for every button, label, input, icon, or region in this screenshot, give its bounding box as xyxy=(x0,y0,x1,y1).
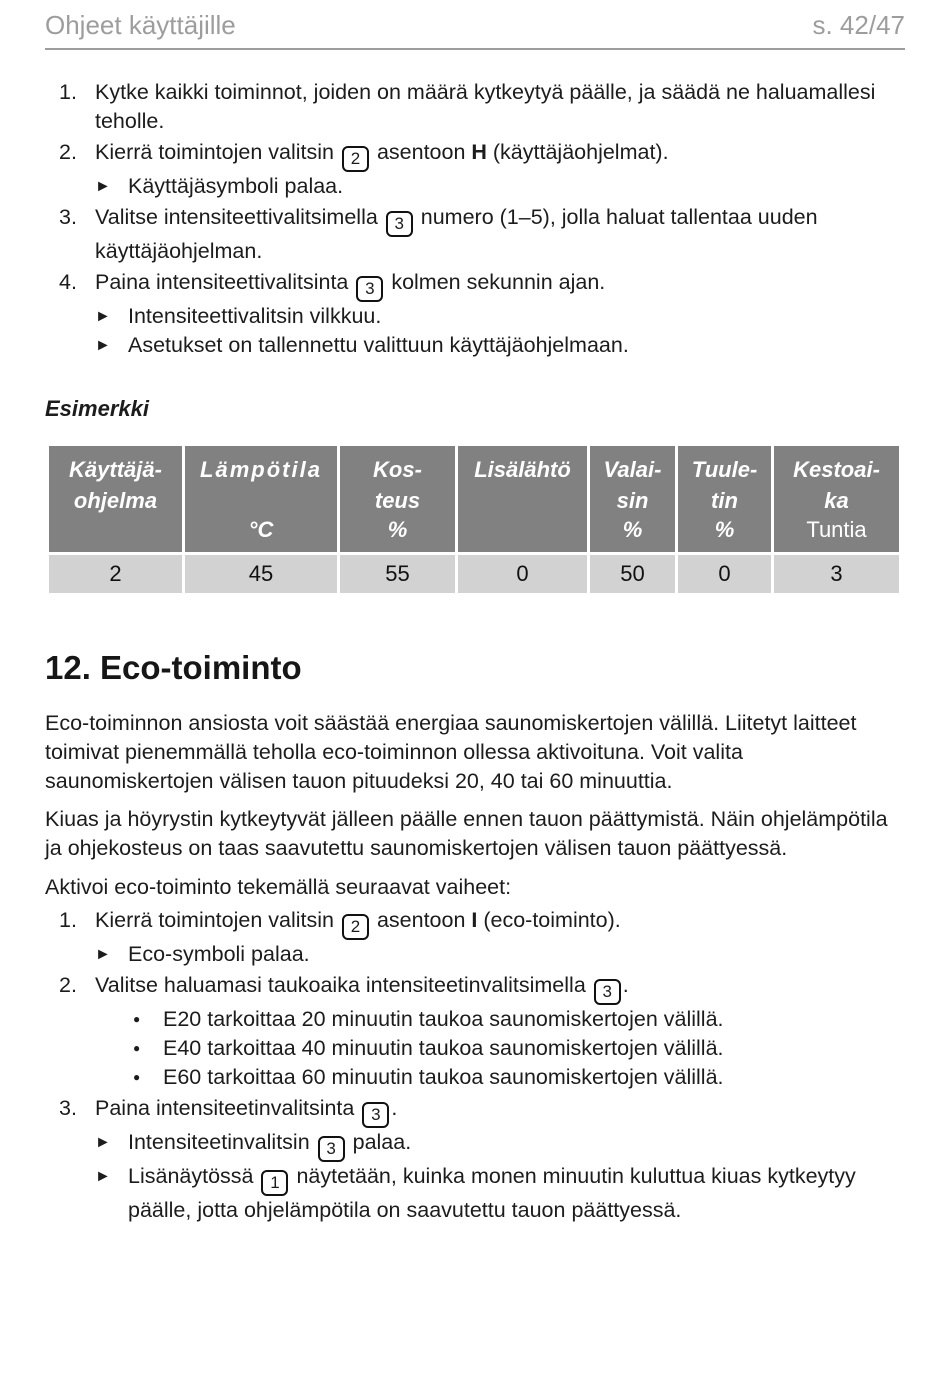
bold-term: I xyxy=(471,908,478,932)
result-line xyxy=(95,331,905,360)
header-title: Ohjeet käyttäjille xyxy=(45,10,236,40)
list-item-text xyxy=(95,971,905,1005)
header-page-number: s. 42/47 xyxy=(812,10,905,40)
list-item xyxy=(59,203,905,266)
control-number-box-icon: 3 xyxy=(594,979,621,1005)
text-segment: Eco-symboli palaa. xyxy=(128,942,310,966)
result-line xyxy=(95,172,905,201)
result-arrow-icon: ► xyxy=(95,308,111,325)
header-line: teus xyxy=(374,488,421,513)
text-segment: näytetään, kuinka monen minuutin kuluttua kiuas kytkeytyy päälle, jotta ohjelämpötila on saavutettu tauon päättyessä. xyxy=(128,1164,856,1222)
text-segment: Kytke kaikki toiminnot, joiden on määrä kytkeytyä päälle, ja säädä ne haluamallesi teholle. xyxy=(95,80,876,133)
text-segment: kolmen sekunnin ajan. xyxy=(385,270,606,294)
text-segment: Kierrä toimintojen valitsin xyxy=(95,140,340,164)
list-item-body xyxy=(95,78,905,136)
list-item-number: 3. xyxy=(59,205,77,229)
header-line: Kestoai- xyxy=(793,457,880,482)
text-segment: Lisänäytössä xyxy=(128,1164,260,1188)
paragraph: Kiuas ja höyrystin kytkeytyvät jälleen päälle ennen tauon päättymistä. Näin ohjelämpötila ja ohjekosteus on taas saavutettu saunomiskertojen välisen tauon päättyessä. xyxy=(45,807,888,860)
control-number-box-icon: 1 xyxy=(261,1170,288,1196)
list-item-text xyxy=(95,906,905,940)
list-item-body xyxy=(95,138,905,201)
list-item-text xyxy=(95,1094,905,1128)
text-segment: Käyttäjäsymboli palaa. xyxy=(128,174,344,198)
header-line: Valai- xyxy=(603,457,662,482)
table-cell: 45 xyxy=(185,555,337,593)
text-segment: E60 tarkoittaa 60 minuutin taukoa saunomiskertojen välillä. xyxy=(163,1065,724,1089)
header-unit xyxy=(51,516,180,544)
header-line: Kos- xyxy=(373,457,422,482)
table-cell: 50 xyxy=(590,555,675,593)
header-line: Käyttäjä- xyxy=(69,457,162,482)
text-segment: (eco-toiminto). xyxy=(477,908,621,932)
list-item-number: 3. xyxy=(59,1096,77,1120)
header-line: Lisälähtö xyxy=(474,457,571,482)
text-segment: numero (1–5), jolla haluat tallentaa uuden käyttäjäohjelman. xyxy=(95,205,818,263)
text-segment: Paina intensiteetinvalitsinta xyxy=(95,1096,361,1120)
text-segment: asentoon xyxy=(370,140,472,164)
result-line xyxy=(95,940,905,969)
table-header-cell xyxy=(678,446,771,552)
control-number-box-icon: 3 xyxy=(386,211,413,237)
list-item xyxy=(59,78,905,136)
text-segment: Intensiteetinvalitsin xyxy=(128,1130,316,1154)
list-item-number: 2. xyxy=(59,973,77,997)
example-table xyxy=(49,446,899,593)
result-line xyxy=(95,1162,905,1225)
list-item-text xyxy=(95,203,905,266)
section-title: Eco-toiminto xyxy=(100,649,302,686)
text-segment: . xyxy=(622,973,629,997)
text-segment: Valitse intensiteettivalitsimella xyxy=(95,205,384,229)
header-line: Lämpötila xyxy=(200,457,322,482)
control-number-box-icon: 3 xyxy=(362,1102,389,1128)
section-heading xyxy=(45,649,905,687)
paragraph: Aktivoi eco-toiminto tekemällä seuraavat vaiheet: xyxy=(45,875,512,899)
table-header-cell xyxy=(340,446,455,552)
header-line: Tuule- xyxy=(691,457,758,482)
list-item-number: 1. xyxy=(59,908,77,932)
list-item xyxy=(59,268,905,360)
text-segment: E40 tarkoittaa 40 minuutin taukoa saunomiskertojen välillä. xyxy=(163,1036,724,1060)
table-cell: 3 xyxy=(774,555,899,593)
list-item-text xyxy=(95,78,905,136)
page-header xyxy=(45,0,905,41)
result-text xyxy=(128,1128,411,1162)
list-item-number: 4. xyxy=(59,270,77,294)
bold-term: H xyxy=(471,140,487,164)
header-line: sin xyxy=(616,488,649,513)
result-arrow-icon: ► xyxy=(95,1134,111,1151)
table-cell: 2 xyxy=(49,555,182,593)
header-divider xyxy=(45,48,905,50)
bullet-line xyxy=(95,1063,905,1092)
eco-mode-steps xyxy=(45,906,905,1225)
control-number-box-icon: 3 xyxy=(318,1136,345,1162)
result-text xyxy=(128,940,310,969)
text-segment: asentoon xyxy=(370,908,472,932)
header-unit xyxy=(460,516,585,544)
header-unit: % xyxy=(387,517,408,542)
table-cell: 0 xyxy=(458,555,587,593)
result-line xyxy=(95,302,905,331)
paragraph: Eco-toiminnon ansiosta voit säästää energiaa saunomiskertojen välillä. Liitetyt laitteet toimivat pienemmällä teholla eco-toiminnon ollessa aktivoituna. Voit valita saunomiskertojen välisen tauon pituudeksi 20, 40 tai 60 minuuttia. xyxy=(45,711,857,793)
text-segment: Kierrä toimintojen valitsin xyxy=(95,908,340,932)
text-segment: (käyttäjäohjelmat). xyxy=(486,140,669,164)
header-unit: % xyxy=(714,517,735,542)
table-header-cell xyxy=(185,446,337,552)
header-unit: % xyxy=(622,517,643,542)
table-header-cell xyxy=(458,446,587,552)
bullet-text xyxy=(163,1005,724,1034)
list-item-number: 1. xyxy=(59,80,77,104)
bullet-line xyxy=(95,1034,905,1063)
result-text xyxy=(128,331,629,360)
list-item-body xyxy=(95,268,905,360)
result-arrow-icon: ► xyxy=(95,1168,111,1185)
list-item xyxy=(59,906,905,969)
header-line xyxy=(187,485,335,516)
table-header-cell xyxy=(774,446,899,552)
header-line: ohjelma xyxy=(73,488,158,513)
list-item-body xyxy=(95,203,905,266)
text-segment: Intensiteettivalitsin vilkkuu. xyxy=(128,304,382,328)
result-text xyxy=(128,302,381,331)
header-line xyxy=(460,485,585,516)
list-item-number: 2. xyxy=(59,140,77,164)
result-arrow-icon: ► xyxy=(95,337,111,354)
control-number-box-icon: 2 xyxy=(342,914,369,940)
table-header-cell xyxy=(49,446,182,552)
table-cell: 55 xyxy=(340,555,455,593)
header-line: ka xyxy=(824,488,849,513)
list-item xyxy=(59,1094,905,1225)
control-number-box-icon: 2 xyxy=(342,146,369,172)
text-segment: E20 tarkoittaa 20 minuutin taukoa saunomiskertojen välillä. xyxy=(163,1007,724,1031)
section-number: 12. xyxy=(45,649,91,686)
bullet-icon: ● xyxy=(133,1041,141,1055)
bullet-icon: ● xyxy=(133,1070,141,1084)
list-item-body xyxy=(95,906,905,969)
list-item-text xyxy=(95,138,905,172)
list-item-body xyxy=(95,1094,905,1225)
list-item-text xyxy=(95,268,905,302)
header-unit: °C xyxy=(248,517,274,542)
bullet-text xyxy=(163,1034,724,1063)
bullet-icon: ● xyxy=(133,1012,141,1026)
result-arrow-icon: ► xyxy=(95,178,111,195)
result-text xyxy=(128,172,343,201)
header-line: tin xyxy=(711,488,738,513)
list-item-body xyxy=(95,971,905,1092)
table-header-cell xyxy=(590,446,675,552)
save-program-steps xyxy=(45,78,905,360)
bullet-text xyxy=(163,1063,724,1092)
list-item xyxy=(59,138,905,201)
text-segment: palaa. xyxy=(346,1130,412,1154)
list-item xyxy=(59,971,905,1092)
result-text xyxy=(128,1162,905,1225)
example-heading: Esimerkki xyxy=(45,396,149,421)
control-number-box-icon: 3 xyxy=(356,276,383,302)
result-line xyxy=(95,1128,905,1162)
text-segment: . xyxy=(391,1096,398,1120)
text-segment: Asetukset on tallennettu valittuun käyttäjäohjelmaan. xyxy=(128,333,629,357)
header-unit: Tuntia xyxy=(806,517,867,542)
bullet-line xyxy=(95,1005,905,1034)
text-segment: Paina intensiteettivalitsinta xyxy=(95,270,355,294)
result-arrow-icon: ► xyxy=(95,946,111,963)
table-cell: 0 xyxy=(678,555,771,593)
text-segment: Valitse haluamasi taukoaika intensiteetinvalitsimella xyxy=(95,973,592,997)
